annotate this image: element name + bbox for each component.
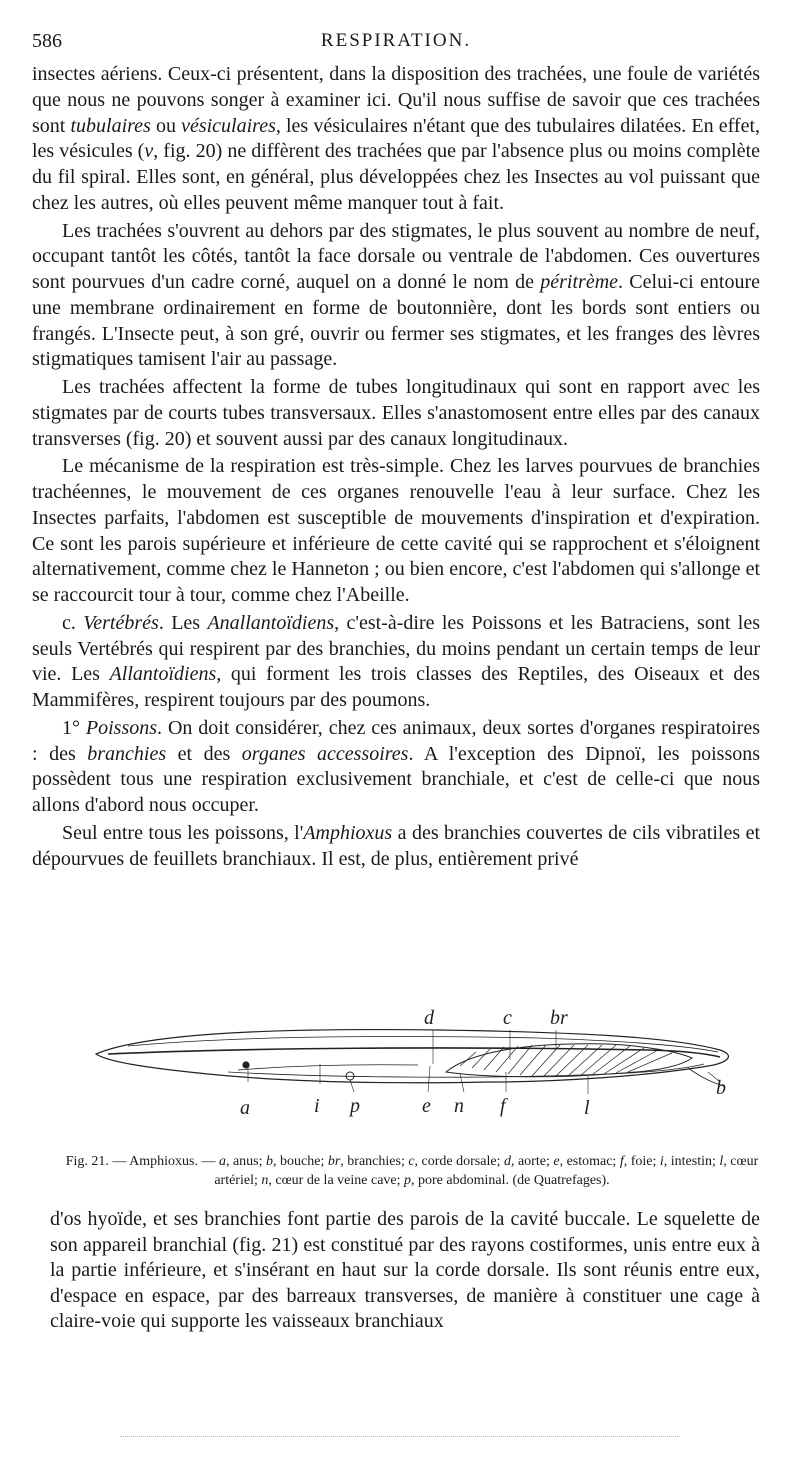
italic-text: branchies: [87, 742, 167, 765]
italic-text: c: [408, 1154, 415, 1169]
label-br: br: [550, 1007, 568, 1029]
notochord-line: [108, 1048, 720, 1057]
italic-text: l: [719, 1154, 724, 1169]
text-run: , anus;: [225, 1154, 267, 1169]
italic-text: Amphioxus: [303, 821, 393, 844]
label-l: l: [584, 1097, 590, 1119]
label-e: e: [422, 1095, 431, 1117]
text-run: . Les: [158, 611, 208, 634]
body-text: [32, 62, 760, 874]
amphioxus-drawing: [96, 1030, 728, 1094]
label-d: d: [424, 1007, 434, 1029]
italic-text: vésiculaires: [181, 114, 276, 137]
italic-text: v: [144, 140, 154, 163]
text-run: c.: [62, 611, 84, 634]
paragraph: [50, 1207, 760, 1335]
paragraph: [32, 454, 760, 609]
label-i: i: [314, 1095, 320, 1117]
italic-text: br: [327, 1154, 341, 1169]
italic-text: Allantoïdiens: [109, 663, 217, 686]
paragraph: [32, 611, 760, 714]
paragraph: [32, 62, 760, 217]
text-run: , c'est-à-dire les Poissons et les Batraciens, sont les seuls Vertébrés qui respirent par des branchies, du moins pendant un certain temps de leur vie. Les: [32, 611, 760, 686]
text-run: et des: [166, 742, 242, 765]
paragraph: [32, 375, 760, 452]
italic-text: Poissons: [85, 716, 158, 739]
text-run: Les trachées s'ouvrent au dehors par des stigmates, le plus souvent au nombre de neuf, occupant tantôt les côtés, tantôt la face dorsale ou ventrale de l'abdomen. Ces ouvertures sont pourvues d'un cadre corné, auquel on a donné le nom de: [32, 219, 760, 293]
text-run: Fig. 21. — Amphioxus. —: [65, 1154, 219, 1169]
text-run: insectes aériens. Ceux-ci présentent, dans la disposition des trachées, une foule de variétés que nous ne pouvons songer à examiner ici. Qu'il nous suffise de savoir que ces trachées sont: [32, 63, 760, 137]
italic-text: tubulaires: [70, 114, 151, 137]
gut-outline: [238, 1065, 418, 1070]
text-run: ou: [150, 114, 182, 137]
text-run: . Celui-ci entoure une membrane ordinairement en forme de boutonnière, dont les bords sont entiers ou frangés. L'Insecte peut, à son gré, ouvrir ou fermer ses stigmates, et les franges des lèvres stigmatiques tamisent l'air au passage.: [32, 271, 760, 371]
page-header: [32, 30, 760, 60]
text-run: , fig. 20) ne diffèrent des trachées que par l'absence plus ou moins complète du fil spiral. Elles sont, en général, plus développées chez les Insectes au vol puissant que chez les autres, où elles peuvent même manquer tout à fait.: [32, 140, 761, 214]
italic-text: péritrème: [540, 271, 619, 293]
text-run: a des branchies couvertes de cils vibratiles et dépourvues de feuillets branchiaux. Il est, de plus, entièrement privé: [32, 821, 760, 870]
figure-labels: [240, 1007, 726, 1119]
body-outline: [96, 1030, 728, 1083]
text-run: Le mécanisme de la respiration est très-simple. Chez les larves pourvues de branchies trachéennes, le mouvement de ces organes renouvelle l'eau à leur surface. Chez les Insectes parfaits, l'abdomen est susceptible de mouvements d'inspiration et d'expiration. Ce sont les parois supérieure et inférieure de cette cavité qui se rapprochent et s'éloignent alternativement, comme chez le Hanneton ; ou bien encore, c'est l'abdomen qui s'allonge et se raccourcit tour à tour, comme chez l'Abeille.: [32, 455, 760, 606]
text-run: , branchies;: [340, 1154, 409, 1169]
continuation-text: [50, 1207, 760, 1335]
text-run: , les vésiculaires n'étant que des tubulaires dilatées. En effet, les vésicules (: [32, 114, 760, 163]
paragraph: [32, 219, 760, 374]
text-run: , cœur de la veine cave;: [268, 1173, 405, 1188]
italic-text: Anallantoïdiens: [207, 611, 335, 634]
italic-text: Vertébrés: [83, 611, 159, 634]
bottom-rule: [120, 1436, 680, 1437]
text-run: , intestin;: [663, 1154, 720, 1169]
text-run: , corde dorsale;: [414, 1154, 504, 1169]
label-b: b: [716, 1077, 726, 1099]
text-run: , aorte;: [510, 1154, 554, 1169]
text-run: , pore abdominal. (de Quatrefages).: [411, 1173, 610, 1188]
paragraph: [32, 821, 760, 873]
text-run: . On doit considérer, chez ces animaux, deux sortes d'organes respiratoires : des: [32, 716, 760, 765]
text-run: d'os hyoïde, et ses branchies font partie des parois de la cavité buccale. Le squelette de son appareil branchial (fig. 21) est constitué par des rayons costiformes, unis entre eux à la partie inférieure, et s'insérant en haut sur la corde dorsale. Ils sont réunis entre eux, d'espace en espace, par des barreaux transverses, de manière à constituer une cage à claire-voie qui supporte les vaisseaux branchiaux: [50, 1208, 760, 1332]
text-run: . A l'exception des Dipnoï, les poissons possèdent tous une respiration exclusivement branchiale, et c'est de celle-ci que nous allons d'abord nous occuper.: [32, 742, 761, 816]
paragraph: [32, 716, 760, 819]
italic-text: n: [261, 1173, 269, 1188]
italic-text: f: [619, 1154, 624, 1169]
text-run: , cœur artériel;: [214, 1154, 759, 1188]
label-p: p: [350, 1095, 360, 1117]
italic-text: p: [404, 1173, 412, 1188]
text-run: , bouche;: [273, 1154, 328, 1169]
text-run: , qui forment les trois classes des Reptiles, des Oiseaux et des Mammifères, respirent toujours par des poumons.: [32, 663, 760, 711]
italic-text: i: [659, 1154, 664, 1169]
italic-text: d: [503, 1154, 511, 1169]
label-n: n: [454, 1095, 464, 1117]
italic-text: e: [553, 1154, 560, 1169]
italic-text: b: [266, 1154, 274, 1169]
running-title: RESPIRATION.: [320, 30, 472, 51]
text-run: 1°: [62, 716, 86, 739]
italic-text: organes accessoires: [241, 742, 409, 765]
leader-lines: [248, 1030, 720, 1094]
figure-caption: [52, 1152, 772, 1190]
label-f: f: [500, 1095, 506, 1117]
italic-text: a: [218, 1154, 226, 1169]
page-number: 586: [32, 30, 62, 52]
amphioxus-figure: [88, 1002, 788, 1152]
label-c: c: [503, 1007, 512, 1029]
text-run: Les trachées affectent la forme de tubes longitudinaux qui sont en rapport avec les stigmates par de courts tubes transversaux. Elles s'anastomosent entre elles par des canaux transverses (fig. 20) et souvent aussi par des canaux longitudinaux.: [32, 376, 760, 450]
text-run: , foie;: [623, 1154, 660, 1169]
text-run: Seul entre tous les poissons, l': [62, 821, 304, 844]
label-a: a: [240, 1097, 250, 1119]
text-run: , estomac;: [559, 1154, 620, 1169]
